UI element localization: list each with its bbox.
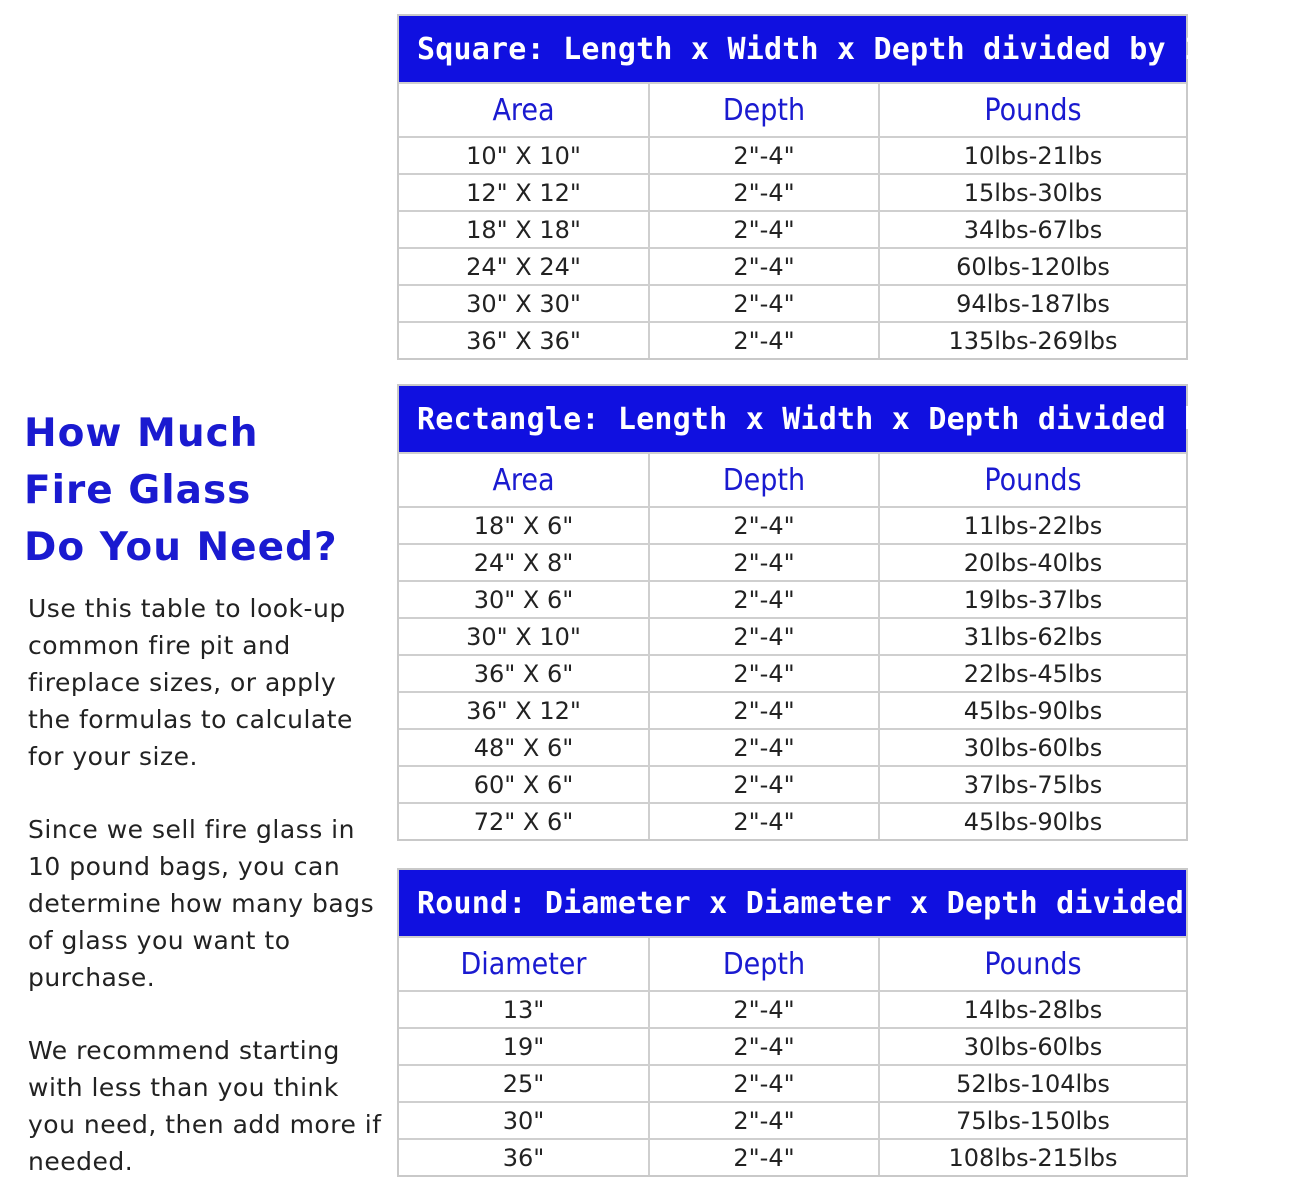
depth-cell: 2"-4" <box>650 212 880 247</box>
depth-cell: 2"-4" <box>650 619 880 654</box>
table-row <box>399 654 1186 691</box>
page-headline <box>24 405 384 576</box>
size-cell: 36" X 6" <box>399 656 650 691</box>
size-cell: 30" X 30" <box>399 286 650 321</box>
bags-paragraph: Since we sell fire glass in 10 pound bags, you can determine how many bags of glass you want to purchase. <box>28 815 375 992</box>
depth-cell: 2"-4" <box>650 545 880 580</box>
size-cell: 36" <box>399 1140 650 1175</box>
table-row <box>399 173 1186 210</box>
size-cell: 24" X 24" <box>399 249 650 284</box>
depth-cell: 2"-4" <box>650 286 880 321</box>
size-cell: 18" X 6" <box>399 508 650 543</box>
column-header: Pounds <box>984 462 1082 498</box>
table-row <box>399 543 1186 580</box>
table-row <box>399 247 1186 284</box>
table-row <box>399 990 1186 1027</box>
round-table-title: Round: Diameter x Diameter x Depth divided by 24 <box>399 870 1186 936</box>
size-cell: 19" <box>399 1029 650 1064</box>
table-row <box>399 136 1186 173</box>
depth-cell: 2"-4" <box>650 656 880 691</box>
depth-cell: 2"-4" <box>650 1140 880 1175</box>
square-table <box>397 14 1221 360</box>
pounds-cell: 37lbs-75lbs <box>963 770 1103 799</box>
depth-cell: 2"-4" <box>650 1066 880 1101</box>
pounds-cell: 31lbs-62lbs <box>963 622 1103 651</box>
table-row <box>399 580 1186 617</box>
size-cell: 30" <box>399 1103 650 1138</box>
table-row <box>399 284 1186 321</box>
table-row <box>399 691 1186 728</box>
column-header: Diameter <box>399 938 650 990</box>
pounds-cell: 45lbs-90lbs <box>963 696 1103 725</box>
intro-paragraph: Use this table to look-up common fire pit and fireplace sizes, or apply the formulas to calculate for your size. <box>28 594 353 771</box>
column-header: Pounds <box>984 92 1082 128</box>
header-row <box>399 82 1186 136</box>
column-header: Depth <box>650 938 880 990</box>
size-cell: 25" <box>399 1066 650 1101</box>
depth-cell: 2"-4" <box>650 693 880 728</box>
headline-line: How Much <box>24 411 259 456</box>
pounds-cell: 15lbs-30lbs <box>963 178 1103 207</box>
table-row <box>399 617 1186 654</box>
pounds-cell: 14lbs-28lbs <box>963 995 1103 1024</box>
table-row <box>399 1027 1186 1064</box>
size-cell: 30" X 10" <box>399 619 650 654</box>
size-cell: 60" X 6" <box>399 767 650 802</box>
headline-line: Do You Need? <box>24 525 338 570</box>
depth-cell: 2"-4" <box>650 138 880 173</box>
depth-cell: 2"-4" <box>650 1103 880 1138</box>
depth-cell: 2"-4" <box>650 508 880 543</box>
header-row <box>399 936 1186 990</box>
recommend-paragraph: We recommend starting with less than you think you need, then add more if needed. <box>28 1036 382 1176</box>
size-cell: 72" X 6" <box>399 804 650 839</box>
size-cell: 10" X 10" <box>399 138 650 173</box>
table-row <box>399 506 1186 543</box>
headline-line: Fire Glass <box>24 468 252 513</box>
size-cell: 30" X 6" <box>399 582 650 617</box>
column-header: Area <box>399 454 650 506</box>
rectangle-table <box>397 384 1276 841</box>
table-row <box>399 321 1186 358</box>
depth-cell: 2"-4" <box>650 175 880 210</box>
size-cell: 18" X 18" <box>399 212 650 247</box>
round-table <box>397 868 1294 1177</box>
size-cell: 36" X 12" <box>399 693 650 728</box>
size-cell: 24" X 8" <box>399 545 650 580</box>
rectangle-table-title: Rectangle: Length x Width x Depth divided by 19 <box>399 386 1186 452</box>
pounds-cell: 11lbs-22lbs <box>963 511 1103 540</box>
table-row <box>399 802 1186 839</box>
pounds-cell: 52lbs-104lbs <box>956 1069 1110 1098</box>
depth-cell: 2"-4" <box>650 804 880 839</box>
size-cell: 13" <box>399 992 650 1027</box>
pounds-cell: 20lbs-40lbs <box>963 548 1103 577</box>
depth-cell: 2"-4" <box>650 767 880 802</box>
column-header: Pounds <box>984 946 1082 982</box>
pounds-cell: 94lbs-187lbs <box>956 289 1110 318</box>
size-cell: 12" X 12" <box>399 175 650 210</box>
depth-cell: 2"-4" <box>650 582 880 617</box>
depth-cell: 2"-4" <box>650 323 880 358</box>
column-header: Area <box>399 84 650 136</box>
table-row <box>399 765 1186 802</box>
size-cell: 36" X 36" <box>399 323 650 358</box>
table-row <box>399 1064 1186 1101</box>
column-header: Depth <box>650 454 880 506</box>
table-row <box>399 1138 1186 1175</box>
pounds-cell: 108lbs-215lbs <box>948 1143 1118 1172</box>
pounds-cell: 19lbs-37lbs <box>963 585 1103 614</box>
column-header: Depth <box>650 84 880 136</box>
depth-cell: 2"-4" <box>650 1029 880 1064</box>
pounds-cell: 22lbs-45lbs <box>963 659 1103 688</box>
pounds-cell: 10lbs-21lbs <box>963 141 1103 170</box>
table-row <box>399 210 1186 247</box>
pounds-cell: 45lbs-90lbs <box>963 807 1103 836</box>
intro-panel <box>24 405 384 1180</box>
depth-cell: 2"-4" <box>650 730 880 765</box>
header-row <box>399 452 1186 506</box>
table-row <box>399 728 1186 765</box>
pounds-cell: 75lbs-150lbs <box>956 1106 1110 1135</box>
pounds-cell: 60lbs-120lbs <box>956 252 1110 281</box>
depth-cell: 2"-4" <box>650 992 880 1027</box>
pounds-cell: 135lbs-269lbs <box>948 326 1118 355</box>
pounds-cell: 30lbs-60lbs <box>963 733 1103 762</box>
pounds-cell: 30lbs-60lbs <box>963 1032 1103 1061</box>
pounds-cell: 34lbs-67lbs <box>963 215 1103 244</box>
square-table-title: Square: Length x Width x Depth divided by 19 <box>399 16 1186 82</box>
table-row <box>399 1101 1186 1138</box>
depth-cell: 2"-4" <box>650 249 880 284</box>
size-cell: 48" X 6" <box>399 730 650 765</box>
